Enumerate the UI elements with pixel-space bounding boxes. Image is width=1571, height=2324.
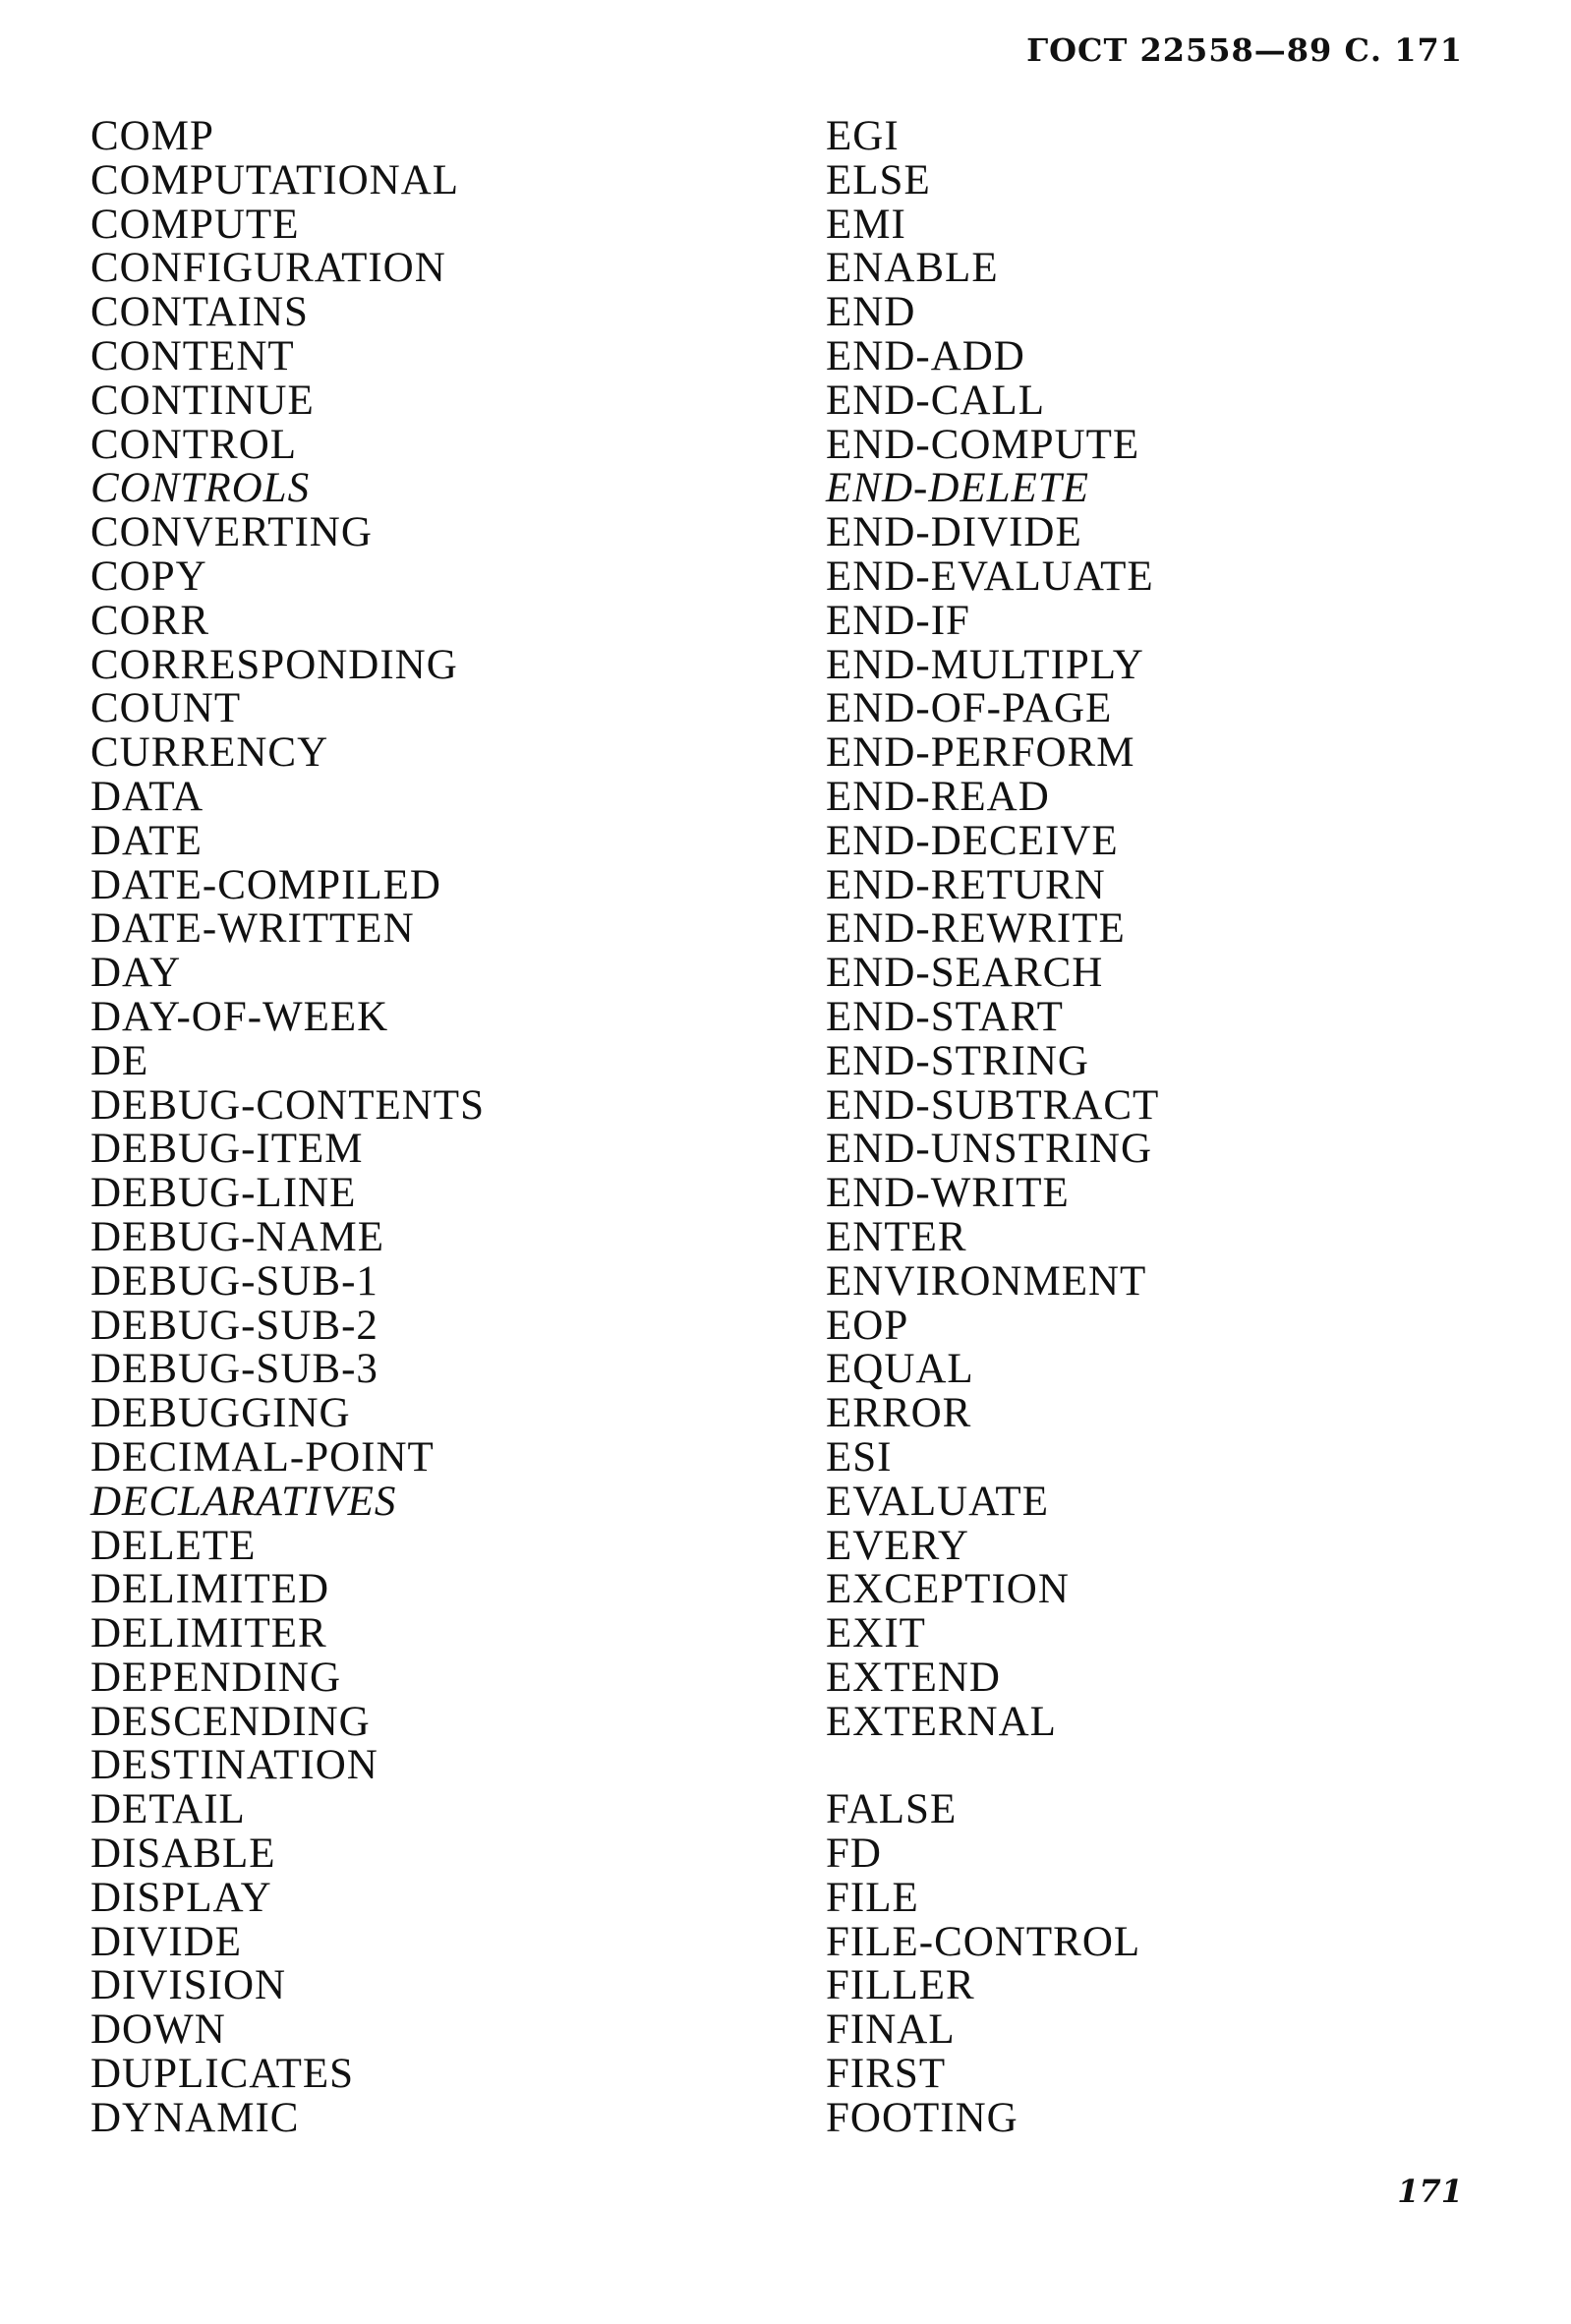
reserved-word-entry: DE bbox=[90, 1037, 149, 1084]
reserved-word-entry: EOP bbox=[826, 1302, 909, 1349]
reserved-word-entry: END-START bbox=[826, 993, 1064, 1040]
reserved-word-entry: DETAIL bbox=[90, 1786, 246, 1833]
reserved-word-entry: END-IF bbox=[826, 597, 970, 644]
reserved-word-entry: CONTINUE bbox=[90, 377, 315, 424]
reserved-word-entry: DAY-OF-WEEK bbox=[90, 993, 389, 1040]
reserved-word-entry: DUPLICATES bbox=[90, 2051, 355, 2098]
reserved-word-entry: EQUAL bbox=[826, 1346, 974, 1393]
reserved-word-entry: COMP bbox=[90, 113, 214, 159]
reserved-word-entry: EVERY bbox=[826, 1522, 969, 1569]
reserved-word-entry: CONTENT bbox=[90, 332, 295, 379]
reserved-word-entry: DEBUG-CONTENTS bbox=[90, 1081, 485, 1129]
reserved-word-entry: ERROR bbox=[826, 1390, 972, 1437]
reserved-word-entry: END-SUBTRACT bbox=[826, 1081, 1160, 1129]
reserved-word-entry: END-RETURN bbox=[826, 861, 1106, 908]
reserved-word-entry: DESCENDING bbox=[90, 1698, 371, 1745]
reserved-word-entry: FILLER bbox=[826, 1962, 975, 2009]
reserved-word-entry: END-OF-PAGE bbox=[826, 685, 1113, 732]
reserved-word-entry: END-ADD bbox=[826, 332, 1025, 379]
reserved-word-entry: END bbox=[826, 289, 916, 336]
reserved-word-entry: DAY bbox=[90, 950, 182, 997]
reserved-word-entry: FILE bbox=[826, 1874, 919, 1921]
reserved-word-entry: DEBUG-SUB-1 bbox=[90, 1257, 378, 1305]
reserved-word-entry: ENTER bbox=[826, 1213, 967, 1260]
reserved-word-entry: FIRST bbox=[826, 2051, 947, 2098]
page-number: 171 bbox=[1397, 2173, 1463, 2210]
reserved-word-entry: DOWN bbox=[90, 2006, 226, 2054]
reserved-word-entry: EGI bbox=[826, 113, 900, 159]
reserved-word-entry: DEBUGGING bbox=[90, 1390, 351, 1437]
reserved-word-entry: DECLARATIVES bbox=[90, 1478, 397, 1525]
reserved-word-entry: DEBUG-SUB-2 bbox=[90, 1302, 378, 1349]
reserved-word-entry: DEBUG-SUB-3 bbox=[90, 1346, 378, 1393]
reserved-word-entry: END-UNSTRING bbox=[826, 1126, 1153, 1173]
reserved-word-entry: END-SEARCH bbox=[826, 950, 1104, 997]
reserved-word-entry: DATE-COMPILED bbox=[90, 861, 441, 908]
reserved-word-entry: END-COMPUTE bbox=[826, 421, 1140, 468]
reserved-word-entry: DEBUG-NAME bbox=[90, 1213, 385, 1260]
reserved-word-entry: DESTINATION bbox=[90, 1742, 378, 1789]
reserved-word-entry: EXIT bbox=[826, 1610, 926, 1657]
reserved-word-entry: ENVIRONMENT bbox=[826, 1257, 1147, 1305]
reserved-word-entry: DELIMITED bbox=[90, 1566, 330, 1613]
reserved-word-entry: DEPENDING bbox=[90, 1654, 342, 1701]
reserved-word-entry: DELETE bbox=[90, 1522, 257, 1569]
reserved-word-entry: FD bbox=[826, 1830, 882, 1878]
reserved-word-entry: DIVISION bbox=[90, 1962, 287, 2009]
reserved-word-entry: COUNT bbox=[90, 685, 242, 732]
reserved-word-entry: DYNAMIC bbox=[90, 2094, 300, 2141]
reserved-word-entry: CONTAINS bbox=[90, 289, 309, 336]
reserved-word-entry: DIVIDE bbox=[90, 1918, 243, 1965]
reserved-word-entry: COMPUTE bbox=[90, 201, 300, 248]
reserved-word-entry: FILE-CONTROL bbox=[826, 1918, 1141, 1965]
reserved-word-entry: END-DIVIDE bbox=[826, 509, 1082, 556]
reserved-word-entry: EXTEND bbox=[826, 1654, 1001, 1701]
reserved-word-entry: DATA bbox=[90, 773, 204, 820]
reserved-word-entry: EMI bbox=[826, 201, 906, 248]
page-header: ГОСТ 22558—89 С. 171 bbox=[1026, 31, 1463, 69]
reserved-word-entry: COMPUTATIONAL bbox=[90, 156, 460, 203]
reserved-word-entry: DEBUG-ITEM bbox=[90, 1126, 364, 1173]
reserved-word-entry: FOOTING bbox=[826, 2094, 1018, 2141]
reserved-words-right-column bbox=[826, 115, 1159, 2141]
reserved-word-entry: DELIMITER bbox=[90, 1610, 327, 1657]
reserved-word-entry: CONTROLS bbox=[90, 465, 311, 512]
reserved-word-entry: COPY bbox=[90, 552, 207, 600]
section-gap bbox=[826, 1744, 1159, 1788]
reserved-word-entry: END-DELETE bbox=[826, 465, 1089, 512]
reserved-word-entry: END-CALL bbox=[826, 377, 1045, 424]
reserved-word-entry: ELSE bbox=[826, 156, 931, 203]
reserved-word-entry: END-MULTIPLY bbox=[826, 641, 1144, 688]
reserved-word-entry: DISABLE bbox=[90, 1830, 276, 1878]
reserved-word-entry: EXTERNAL bbox=[826, 1698, 1057, 1745]
reserved-word-entry: END-REWRITE bbox=[826, 905, 1126, 953]
reserved-word-entry: END-READ bbox=[826, 773, 1050, 820]
reserved-word-entry: CORR bbox=[90, 597, 210, 644]
reserved-word-entry: DECIMAL-POINT bbox=[90, 1433, 435, 1481]
reserved-word-entry: FALSE bbox=[826, 1786, 958, 1833]
reserved-word-entry: END-EVALUATE bbox=[826, 552, 1154, 600]
reserved-word-entry: DISPLAY bbox=[90, 1874, 272, 1921]
reserved-word-entry: ESI bbox=[826, 1433, 893, 1481]
reserved-word-entry: DATE-WRITTEN bbox=[90, 905, 415, 953]
reserved-word-entry: END-PERFORM bbox=[826, 729, 1135, 777]
reserved-word-entry: END-STRING bbox=[826, 1037, 1089, 1084]
reserved-word-entry: END-DECEIVE bbox=[826, 817, 1119, 864]
reserved-word-entry: DATE bbox=[90, 817, 203, 864]
reserved-words-left-column bbox=[90, 115, 485, 2141]
reserved-word-entry: DEBUG-LINE bbox=[90, 1170, 357, 1217]
reserved-word-entry: END-WRITE bbox=[826, 1170, 1070, 1217]
reserved-word-entry: CONFIGURATION bbox=[90, 245, 446, 292]
reserved-word-entry: EXCEPTION bbox=[826, 1566, 1070, 1613]
reserved-word-entry: FINAL bbox=[826, 2006, 956, 2054]
reserved-word-entry: CONTROL bbox=[90, 421, 298, 468]
reserved-word-entry: CORRESPONDING bbox=[90, 641, 458, 688]
reserved-word-entry: CONVERTING bbox=[90, 509, 373, 556]
reserved-word-entry: CURRENCY bbox=[90, 729, 329, 777]
reserved-word-entry: ENABLE bbox=[826, 245, 999, 292]
reserved-word-entry: EVALUATE bbox=[826, 1478, 1049, 1525]
